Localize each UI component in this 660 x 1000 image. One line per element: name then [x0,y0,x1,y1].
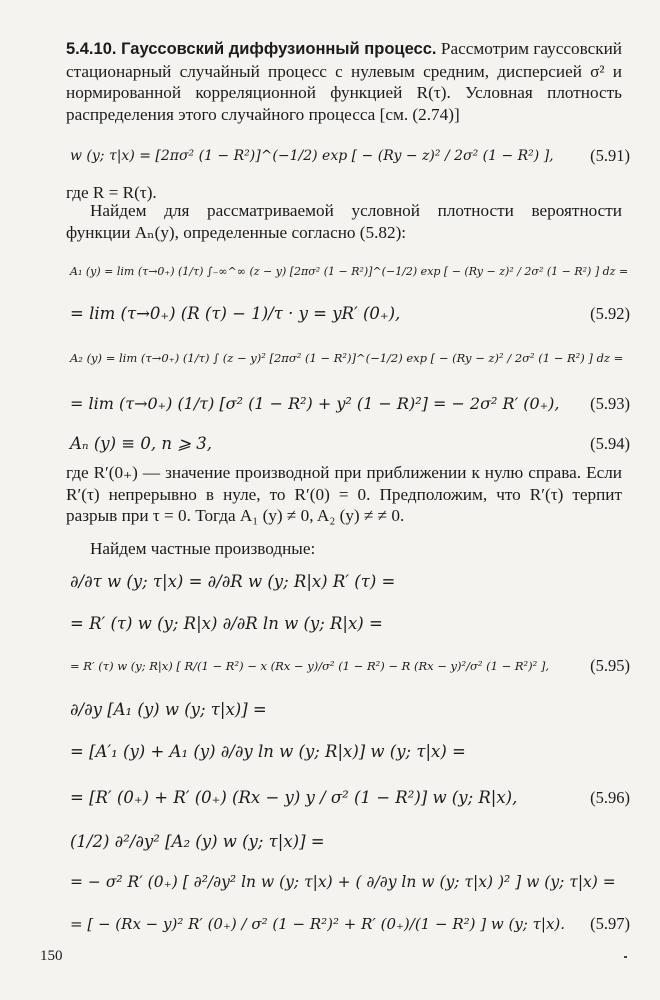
equation-dR-ln: = R′ (τ) w (y; R|x) ∂/∂R ln w (y; R|x) = [70,614,383,633]
equation-number-5-92: (5.92) [590,304,630,323]
text-where-r: где R = R(τ). [66,183,157,202]
equation-dy-a1: ∂/∂y [A₁ (y) w (y; τ|x)] = [70,700,267,719]
equation-a1-expand: = [A′₁ (y) + A₁ (y) ∂/∂y ln w (y; R|x)] w (y; τ|x) = [70,742,466,761]
equation-number-5-97: (5.97) [590,914,630,933]
equation-5-97: = [ − (Rx − y)² R′ (0₊) / σ² (1 − R²)² + R′ (0₊)/(1 − R²) ] w (y; τ|x). [70,915,566,933]
equation-a2-expand: = − σ² R′ (0₊) [ ∂²/∂y² ln w (y; τ|x) + ( ∂/∂y ln w (y; τ|x) )² ] w (y; τ|x) = [70,873,616,891]
text-where-deriv: где R′(0₊) — значение производной при приближении к нулю справа. Если R′(τ) непрерывно в нуле, то R′(0) = 0. Предположим, что R′(τ) терпит разрыв при τ = 0. Тогда A₁ (y) ≠ 0, A₂ (y) ≠ ≠ 0. [66,463,622,525]
text-find-a: Найдем для рассматриваемой условной плотности вероятности функции Aₙ(y), определенные согласно (5.82): [66,201,622,242]
equation-5-94: Aₙ (y) ≡ 0, n ⩾ 3, [70,434,213,453]
equation-number-5-94: (5.94) [590,434,630,453]
equation-5-96: = [R′ (0₊) + R′ (0₊) (Rx − y) y / σ² (1 − R²)] w (y; R|x), [70,788,518,807]
print-speck [624,956,627,958]
section-intro [66,38,622,125]
equation-number-5-93: (5.93) [590,394,630,413]
equation-d2y-a2: (1/2) ∂²/∂y² [A₂ (y) w (y; τ|x)] = [70,832,325,851]
text-partials: Найдем частные производные: [90,539,316,558]
equation-number-5-95: (5.95) [590,656,630,675]
intro-text: Рассмотрим гауссовский стационарный случайный процесс с нулевым средним, дисперсией σ² и нормированной корреляционной функцией R(τ). Условная плотность распределения этого случайного процесса [см. (2.74)] [66,39,623,124]
equation-5-95: = R′ (τ) w (y; R|x) [ R/(1 − R²) − x (Rx − y)/σ² (1 − R²) − R (Rx − y)²/σ² (1 − R²)² ], [70,659,550,673]
equation-5-92: = lim (τ→0₊) (R (τ) − 1)/τ · y = yR′ (0₊), [70,304,401,323]
equation-5-93: = lim (τ→0₊) (1/τ) [σ² (1 − R²) + y² (1 − R)²] = − 2σ² R′ (0₊), [70,394,560,413]
equation-a2: A₂ (y) = lim (τ→0₊) (1/τ) ∫ (z − y)² [2πσ² (1 − R²)]^(−1/2) exp [ − (Ry − z)² / 2σ² (1 − R²) ] dz = [70,351,624,365]
equation-a1: A₁ (y) = lim (τ→0₊) (1/τ) ∫₋∞^∞ (z − y) [2πσ² (1 − R²)]^(−1/2) exp [ − (Ry − z)² / 2σ² (1 − R²) ] dz = [70,265,629,278]
equation-number-5-96: (5.96) [590,788,630,807]
page-number: 150 [40,948,63,964]
equation-dtau: ∂/∂τ w (y; τ|x) = ∂/∂R w (y; R|x) R′ (τ) = [70,572,396,591]
equation-number-5-91: (5.91) [590,146,630,165]
equation-5-91: w (y; τ|x) = [2πσ² (1 − R²)]^(−1/2) exp [ − (Ry − z)² / 2σ² (1 − R²) ], [70,148,554,164]
section-heading: 5.4.10. Гауссовский диффузионный процесс. [66,40,437,58]
